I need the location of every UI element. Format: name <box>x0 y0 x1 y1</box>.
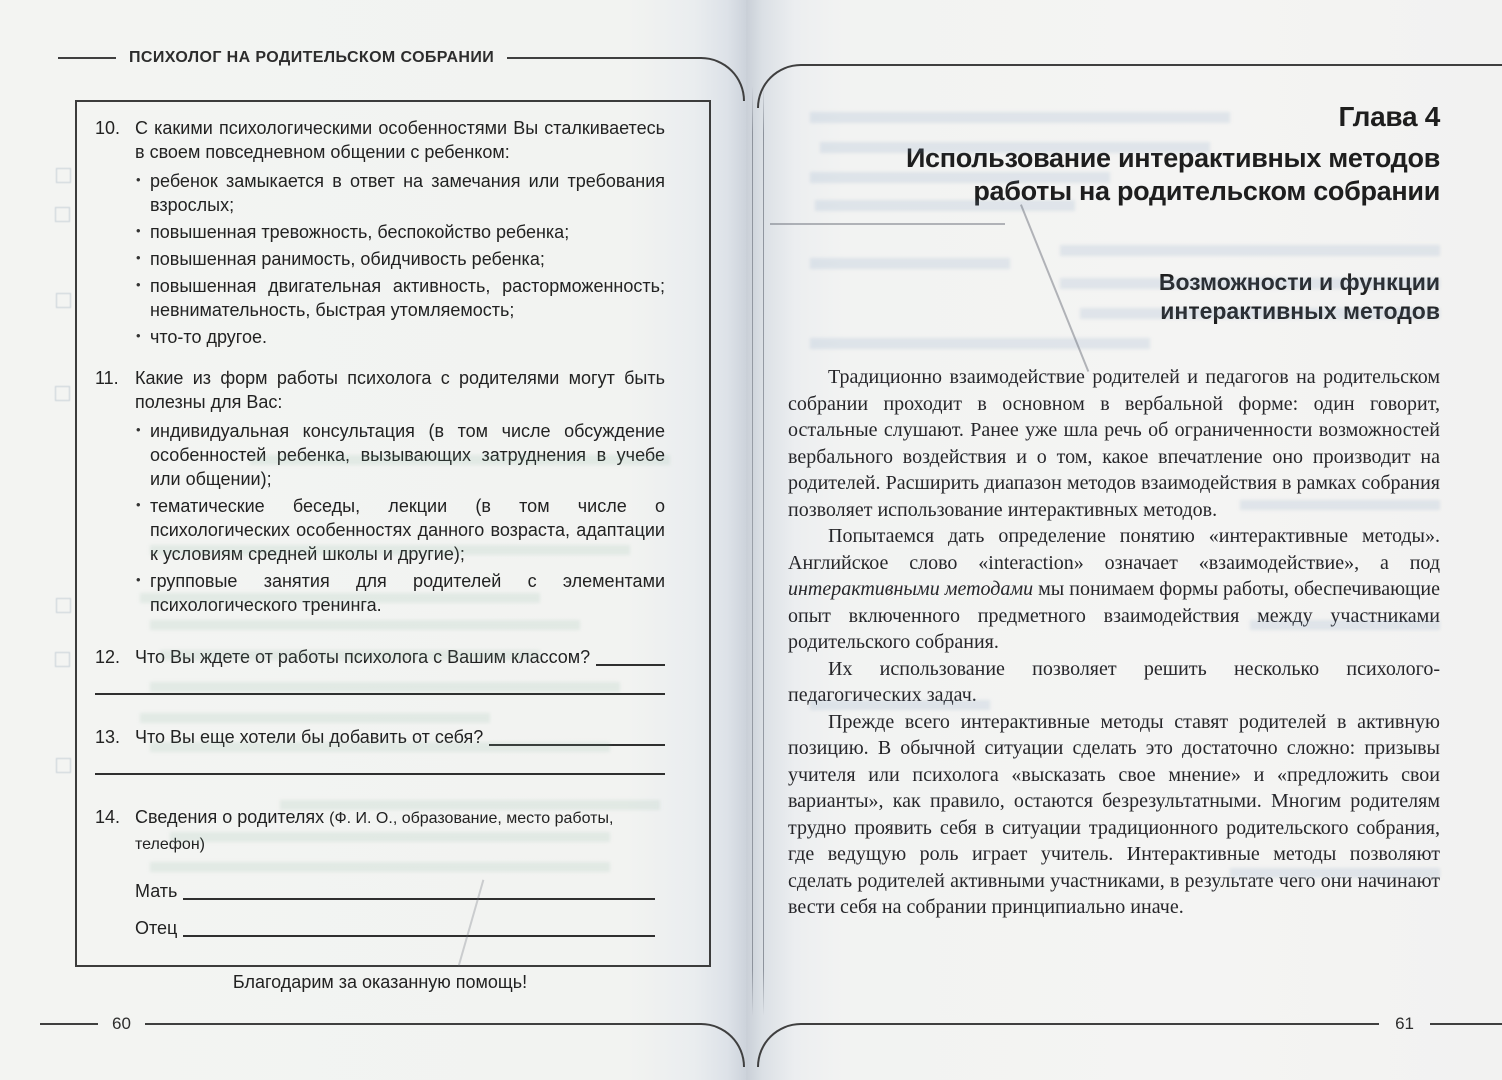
chapter-title-line1: Использование интерактивных методов <box>905 143 1440 173</box>
footer-rule <box>801 1023 1379 1025</box>
thanks-line: Благодарим за оказанную помощь! <box>232 972 528 992</box>
footer-rule <box>1430 1023 1502 1025</box>
section-title <box>788 268 1440 326</box>
mother-field <box>135 879 655 903</box>
paragraph-emphasis: интерактивными методами <box>788 578 1034 600</box>
questionnaire-box <box>75 100 711 992</box>
paragraph <box>788 523 1440 656</box>
running-head-rule-right <box>507 57 701 59</box>
section-title-line2: интерактивных методов <box>1160 298 1440 324</box>
left-page-number: 60 <box>112 1014 131 1033</box>
paragraph: Их использование позволяет решить несколько психолого-педагогических задач. <box>788 657 1440 706</box>
chapter-title-line2: работы на родительском собрании <box>973 176 1440 206</box>
chapter-title <box>788 142 1440 208</box>
father-blank-line <box>183 935 655 937</box>
right-page-number: 61 <box>1395 1014 1414 1033</box>
section-title-line1: Возможности и функции <box>1158 269 1440 295</box>
paragraph-text: Попытаемся дать определение понятию «интерактивные методы». Английское слово «interaction» означает «взаимодействие», а под <box>788 525 1440 574</box>
question-12 <box>95 645 665 669</box>
option-item: • повышенная ранимость, обидчивость ребенка; <box>135 247 665 271</box>
question-14-number: 14. <box>95 807 121 827</box>
option-item: • повышенная тревожность, беспокойство ребенка; <box>135 220 665 244</box>
mother-blank-line <box>183 898 655 900</box>
running-head <box>0 48 701 68</box>
question-12-text: Что Вы ждете от работы психолога с Вашим классом? <box>135 647 591 667</box>
running-head-rule-left <box>58 57 116 59</box>
question-10-number: 10. <box>95 118 121 138</box>
left-page-footer <box>0 1014 701 1034</box>
question-14 <box>95 805 665 857</box>
question-10-options <box>135 169 665 349</box>
gutter-fold-line <box>763 86 764 1016</box>
question-14-text: Сведения о родителях <box>135 807 325 827</box>
running-head-title: ПСИХОЛОГ НА РОДИТЕЛЬСКОМ СОБРАНИИ <box>129 49 495 66</box>
paragraph-text: мы понимаем формы работы, обеспечивающие опыт включенного предметного взаимодействия между участниками родительского собрания. <box>788 578 1440 653</box>
option-item: • индивидуальная консультация (в том числе обсуждение особенностей ребенка, вызывающих затруднения в учебе или общении); <box>135 419 665 491</box>
answer-blank-line <box>95 773 665 775</box>
paragraph: Традиционно взаимодействие родителей и педагогов на родительском собрании проходит в основном в вербальной форме: один говорит, остальные слушают. Ранее уже шла речь об ограниченности возможностей вербального воздействия и о том, какое впечатление оно производит на родителей. Расширить диапазон методов взаимодействия в рамках собрания позволяет использование интерактивных методов. <box>788 366 1440 521</box>
chapter-body <box>788 364 1440 921</box>
father-field <box>135 916 655 940</box>
left-page <box>0 0 746 1080</box>
question-11-options <box>135 419 665 617</box>
father-label: Отец <box>135 918 178 938</box>
chapter-label: Глава 4 <box>1338 101 1440 132</box>
question-11-number: 11. <box>95 368 119 388</box>
question-10-text: С какими психологическими особенностями Вы сталкиваетесь в своем повседневном общении с ребенком: <box>135 118 665 162</box>
answer-blank-line <box>596 664 665 666</box>
question-11-text: Какие из форм работы психолога с родителями могут быть полезны для Вас: <box>135 368 665 412</box>
footer-rule <box>40 1023 98 1025</box>
paragraph: Прежде всего интерактивные методы ставят родителей в активную позицию. В обычной ситуации сделать это достаточно сложно: призывы учителя или психолога «высказать свое мнение» и «предложить свои варианты», как правило, остаются безрезультатными. Многим родителям трудно проявить себя в ситуации традиционного родительского собрания, где ведущую роль играет учитель. Интерактивные методы позволяют сделать родителей активными участниками, в результате чего они начинают вести себя на собрании принципиально иначе. <box>788 710 1440 918</box>
option-item: • повышенная двигательная активность, расторможенность; невнимательность, быстрая утомляемость; <box>135 274 665 322</box>
option-item: • что-то другое. <box>135 325 665 349</box>
question-11 <box>95 366 665 617</box>
gutter-fold-line <box>752 86 753 1016</box>
right-page-footer <box>801 1014 1502 1034</box>
question-10 <box>95 116 665 349</box>
answer-blank-line <box>489 744 665 746</box>
question-14-note: (Ф. И. О., образование, место работы, телефон) <box>135 810 614 853</box>
right-header-rule <box>801 64 1502 66</box>
footer-rule <box>145 1023 701 1025</box>
question-13 <box>95 725 665 749</box>
option-item: • ребенок замыкается в ответ на замечания или требования взрослых; <box>135 169 665 217</box>
answer-blank-line <box>95 693 665 695</box>
mother-label: Мать <box>135 881 178 901</box>
option-item: • тематические беседы, лекции (в том числе о психологических особенностях данного возраста, адаптации к условиям средней школы и другие); <box>135 494 665 566</box>
question-13-text: Что Вы еще хотели бы добавить от себя? <box>135 727 484 747</box>
question-12-number: 12. <box>95 647 121 667</box>
chapter-heading <box>788 100 1440 326</box>
question-13-number: 13. <box>95 727 121 747</box>
option-item: • групповые занятия для родителей с элементами психологического тренинга. <box>135 569 665 617</box>
